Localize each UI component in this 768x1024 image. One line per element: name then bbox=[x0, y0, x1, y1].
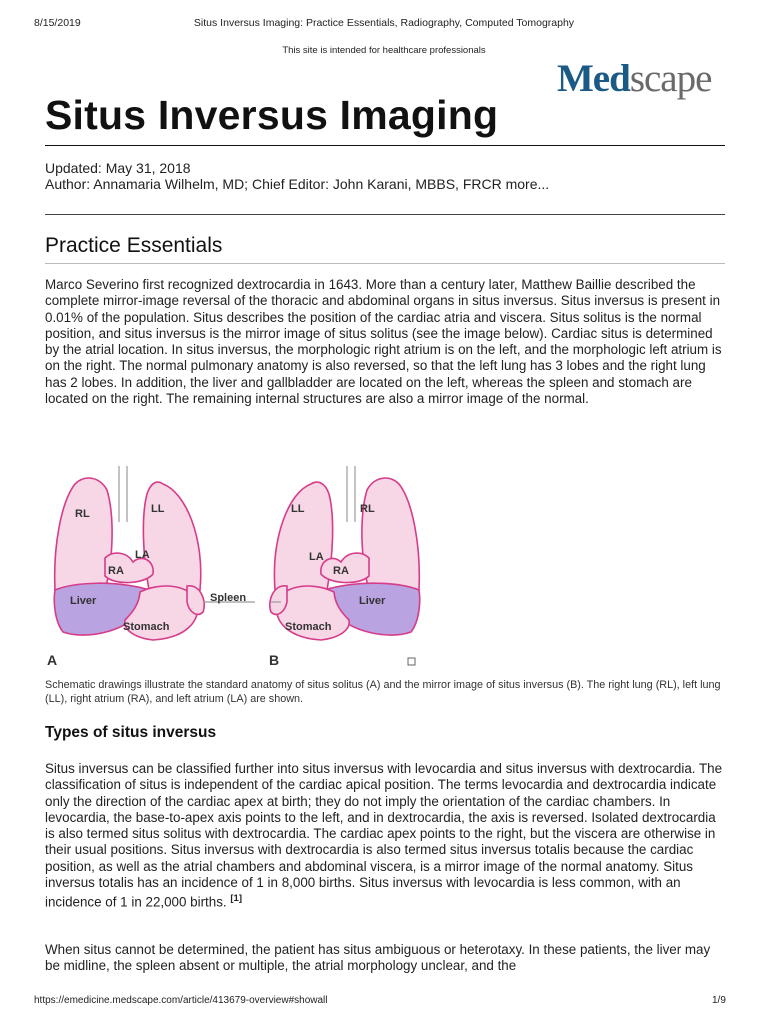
right-lung-a bbox=[55, 478, 112, 590]
types-paragraph-text: Situs inversus can be classified further into situs inversus with levocardia and situs inversus with dextrocardia. The classification of situs is independent of the cardiac apical position. The terms levocardia and dextrocardia indicate only the direction of the cardiac apex at birth; they do not imply the orientation of the cardiac chambers. In levocardia, the base-to-apex axis points to the left, and in dextrocardia, the axis is reversed. Isolated dextrocardia is also termed situs solitus with dextrocardia. The cardiac apex points to the right, but the viscera are otherwise in their usual positions. Situs inversus with dextrocardia is also termed situs inversus totalis because the cardiac position, as well as the atrial chambers and abdominal viscera, is a mirror image of the normal anatomy. Situs inversus totalis has an incidence of 1 in 8,000 births. Situs inversus with levocardia is less common, with an incidence of 1 in 22,000 births. bbox=[45, 761, 723, 910]
label-la-a: LA bbox=[135, 549, 150, 561]
print-header bbox=[0, 17, 768, 31]
meta-divider bbox=[45, 214, 725, 215]
anatomy-figure[interactable] bbox=[45, 462, 425, 672]
types-paragraph bbox=[45, 761, 725, 911]
enlarge-icon bbox=[408, 658, 415, 665]
label-ra-b: RA bbox=[333, 565, 349, 577]
label-ll-a: LL bbox=[151, 503, 165, 515]
medscape-logo[interactable]: Medscape bbox=[557, 57, 712, 100]
spleen-a bbox=[187, 586, 204, 615]
page-number: 1/9 bbox=[712, 995, 726, 1006]
subsection-heading: Types of situs inversus bbox=[45, 724, 217, 741]
section-heading: Practice Essentials bbox=[45, 234, 223, 257]
page-title: Situs Inversus Imaging bbox=[45, 92, 499, 138]
situs-diagram bbox=[45, 462, 425, 672]
professional-notice: This site is intended for healthcare professionals bbox=[282, 45, 486, 56]
more-link[interactable]: more... bbox=[505, 176, 550, 192]
panel-a-label: A bbox=[47, 652, 58, 668]
label-la-b: LA bbox=[309, 551, 324, 563]
label-rl-b: RL bbox=[360, 503, 375, 515]
reference-link[interactable]: [1] bbox=[230, 893, 242, 905]
print-date: 8/15/2019 bbox=[34, 17, 81, 29]
trachea-b bbox=[347, 466, 355, 522]
intro-paragraph: Marco Severino first recognized dextrocardia in 1643. More than a century later, Matthew Baillie described the complete mirror-image reversal of the thoracic and abdominal organs in situs inversus. Situs inversus is present in 0.01% of the population. Situs describes the position of the cardiac atria and viscera. Situs solitus is the normal position, and situs inversus is the mirror image of situs solitus (see the image below). Cardiac situs is determined by the atrial location. In situs inversus, the morphologic right atrium is on the left, and the morphologic left atrium is on the right. The normal pulmonary anatomy is also reversed, so that the left lung has 3 lobes and the right lung has 2 lobes. In addition, the liver and gallbladder are located on the left, whereas the spleen and stomach are located on the right. The remaining internal structures are also a mirror image of the normal. bbox=[45, 277, 722, 407]
label-ll-b: LL bbox=[291, 503, 305, 515]
author-text: Author: Annamaria Wilhelm, MD; Chief Editor: John Karani, MBBS, FRCR bbox=[45, 176, 502, 192]
trachea-a bbox=[119, 466, 127, 522]
author-line bbox=[45, 176, 549, 192]
panel-b-label: B bbox=[269, 652, 280, 668]
spleen-b bbox=[270, 586, 287, 615]
label-spleen: Spleen bbox=[210, 592, 247, 604]
title-divider bbox=[45, 145, 725, 146]
footer-url: https://emedicine.medscape.com/article/413679-overview#showall bbox=[34, 995, 328, 1006]
print-page-title: Situs Inversus Imaging: Practice Essentials, Radiography, Computed Tomography bbox=[193, 17, 575, 29]
label-stomach-a: Stomach bbox=[123, 621, 170, 633]
heterotaxy-paragraph: When situs cannot be determined, the patient has situs ambiguous or heterotaxy. In these patients, the liver may be midline, the spleen absent or multiple, the atrial morphology unclear, and the bbox=[45, 942, 711, 974]
section-divider bbox=[45, 263, 725, 264]
label-rl-a: RL bbox=[75, 508, 90, 520]
label-liver-a: Liver bbox=[70, 595, 97, 607]
right-lung-b bbox=[362, 478, 419, 590]
label-ra-a: RA bbox=[108, 565, 124, 577]
updated-date: Updated: May 31, 2018 bbox=[45, 160, 191, 176]
label-stomach-b: Stomach bbox=[285, 621, 332, 633]
label-liver-b: Liver bbox=[359, 595, 386, 607]
figure-caption: Schematic drawings illustrate the standard anatomy of situs solitus (A) and the mirror image of situs inversus (B). The right lung (RL), left lung (LL), right atrium (RA), and left atrium (LA) are shown. bbox=[45, 679, 721, 705]
article-meta bbox=[45, 160, 549, 192]
